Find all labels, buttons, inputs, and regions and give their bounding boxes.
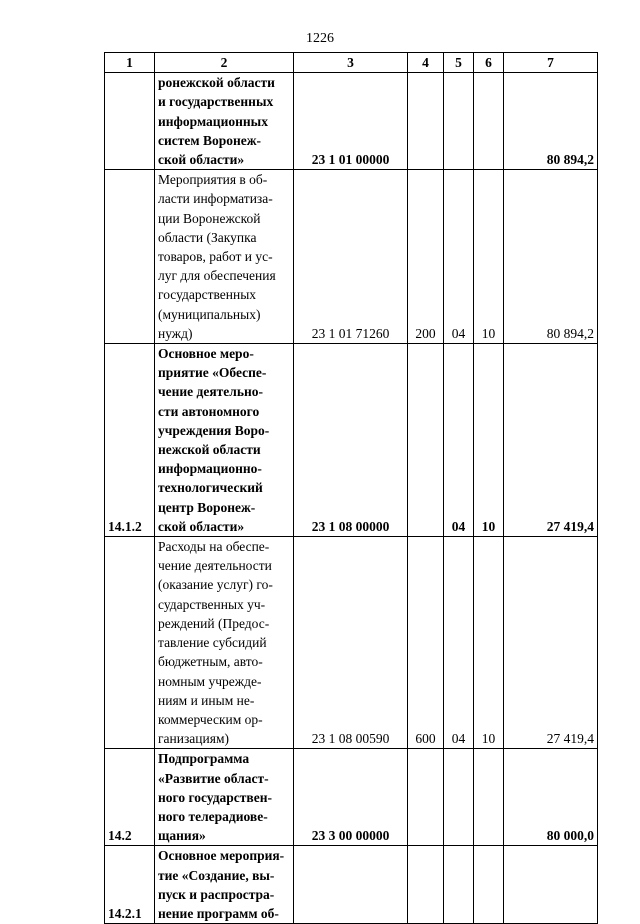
row-section [444, 73, 474, 170]
row-amount [504, 846, 598, 924]
row-number [105, 73, 155, 170]
row-section: 04 [444, 170, 474, 344]
row-amount: 80 894,2 [504, 170, 598, 344]
table-row [105, 846, 598, 924]
col-header-2: 2 [155, 53, 294, 73]
row-subsection: 10 [474, 170, 504, 344]
row-number: 14.2 [105, 749, 155, 846]
row-name [155, 846, 294, 924]
row-section [444, 846, 474, 924]
col-header-4: 4 [408, 53, 444, 73]
row-section [444, 749, 474, 846]
col-header-5: 5 [444, 53, 474, 73]
table-row [105, 344, 598, 537]
row-expense-type [408, 749, 444, 846]
row-name [155, 73, 294, 170]
page-number: 1226 [306, 31, 334, 46]
table-row [105, 73, 598, 170]
col-header-7: 7 [504, 53, 598, 73]
row-target-code: 23 3 00 00000 [294, 749, 408, 846]
row-target-code [294, 846, 408, 924]
row-expense-type: 600 [408, 537, 444, 749]
row-name [155, 537, 294, 749]
row-amount: 80 000,0 [504, 749, 598, 846]
row-subsection: 10 [474, 537, 504, 749]
row-subsection [474, 749, 504, 846]
row-expense-type [408, 73, 444, 170]
row-amount: 80 894,2 [504, 73, 598, 170]
header-row [105, 53, 598, 73]
row-name [155, 749, 294, 846]
row-name-text: Расходы на обеспе- чение деятельности (оказание услуг) го- сударственных уч- реждений (Предос- тавление субсидий бюджетным, авто- номным учрежде- ниям и иным не- коммерческим ор- ганизациям) [158, 539, 273, 747]
row-subsection [474, 73, 504, 170]
row-section: 04 [444, 537, 474, 749]
row-amount: 27 419,4 [504, 344, 598, 537]
row-number: 14.1.2 [105, 344, 155, 537]
row-number: 14.2.1 [105, 846, 155, 924]
row-name-text: Основное мероприя- тие «Создание, вы- пуск и распростра- нение программ об- [158, 848, 285, 921]
row-expense-type [408, 344, 444, 537]
row-name [155, 170, 294, 344]
row-name-text: Основное меро- приятие «Обеспе- чение деятельно- сти автономного учреждения Воро- нежской области информационно- технологический центр Воронеж- ской области» [158, 346, 270, 534]
table-row [105, 749, 598, 846]
row-name-text: Подпрограмма «Развитие област- ного государствен- ного телерадиове- щания» [158, 751, 272, 844]
row-expense-type [408, 846, 444, 924]
row-target-code: 23 1 01 00000 [294, 73, 408, 170]
row-number [105, 170, 155, 344]
col-header-1: 1 [105, 53, 155, 73]
budget-table [104, 52, 598, 924]
row-subsection: 10 [474, 344, 504, 537]
row-amount: 27 419,4 [504, 537, 598, 749]
row-expense-type: 200 [408, 170, 444, 344]
row-target-code: 23 1 01 71260 [294, 170, 408, 344]
table-row [105, 537, 598, 749]
row-number [105, 537, 155, 749]
row-name [155, 344, 294, 537]
row-target-code: 23 1 08 00590 [294, 537, 408, 749]
row-name-text: ронежской области и государственных информационных систем Воронеж- ской области» [158, 75, 275, 168]
col-header-6: 6 [474, 53, 504, 73]
row-target-code: 23 1 08 00000 [294, 344, 408, 537]
row-section: 04 [444, 344, 474, 537]
row-subsection [474, 846, 504, 924]
row-name-text: Мероприятия в об- ласти информатиза- ции Воронежской области (Закупка товаров, работ и ус- луг для обеспечения государственных (муниципальных) нужд) [158, 172, 276, 341]
col-header-3: 3 [294, 53, 408, 73]
table-row [105, 170, 598, 344]
